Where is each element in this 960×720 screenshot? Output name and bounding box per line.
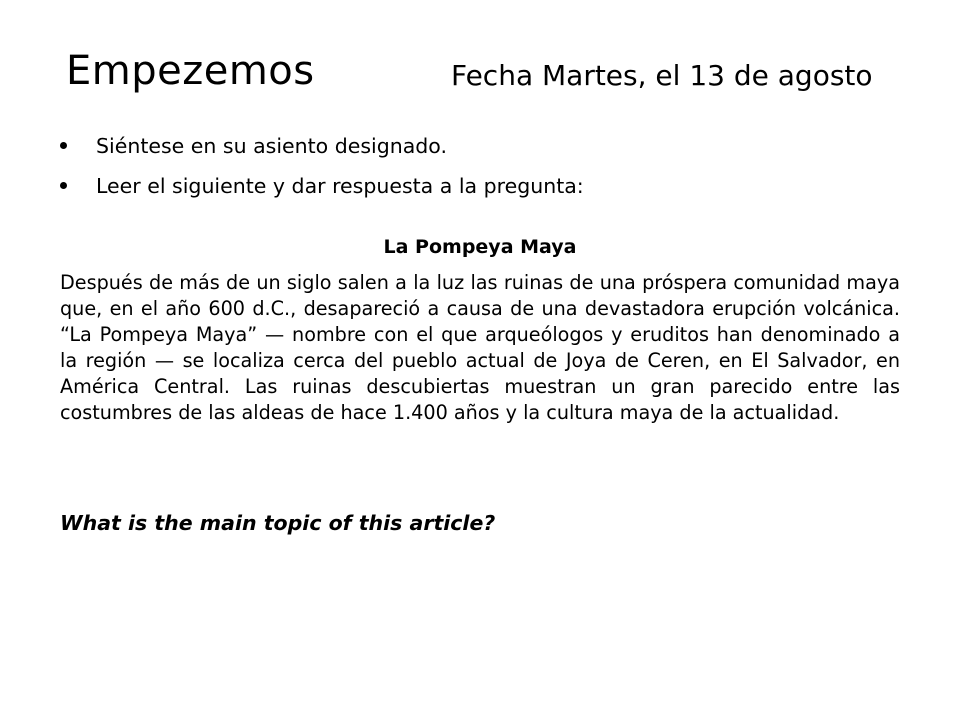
bullet-icon [60, 142, 67, 149]
instruction-list [60, 126, 900, 206]
date-line: Fecha Martes, el 13 de agosto [451, 59, 873, 92]
bullet-icon [60, 182, 67, 189]
instruction-text: Siéntese en su asiento designado. [96, 134, 448, 158]
question-prompt: What is the main topic of this article? [60, 511, 496, 535]
article-heading: La Pompeya Maya [383, 236, 577, 258]
slide-title: Empezemos [66, 48, 315, 94]
title-row [66, 40, 926, 102]
instruction-item [60, 126, 900, 166]
instruction-item [60, 166, 900, 206]
article-body: Después de más de un siglo salen a la luz las ruinas de una próspera comunidad maya que, en el año 600 d.C., desapareció a causa de una devastadora erupción volcánica. “La Pompeya Maya” — nombre con el que arqueólogos y eruditos han denominado a la región — se localiza cerca del pueblo actual de Joya de Ceren, en El Salvador, en América Central. Las ruinas descubiertas muestran un gran parecido entre las costumbres de las aldeas de hace 1.400 años y la cultura maya de la actualidad. [60, 271, 900, 424]
instruction-text: Leer el siguiente y dar respuesta a la pregunta: [96, 174, 584, 198]
